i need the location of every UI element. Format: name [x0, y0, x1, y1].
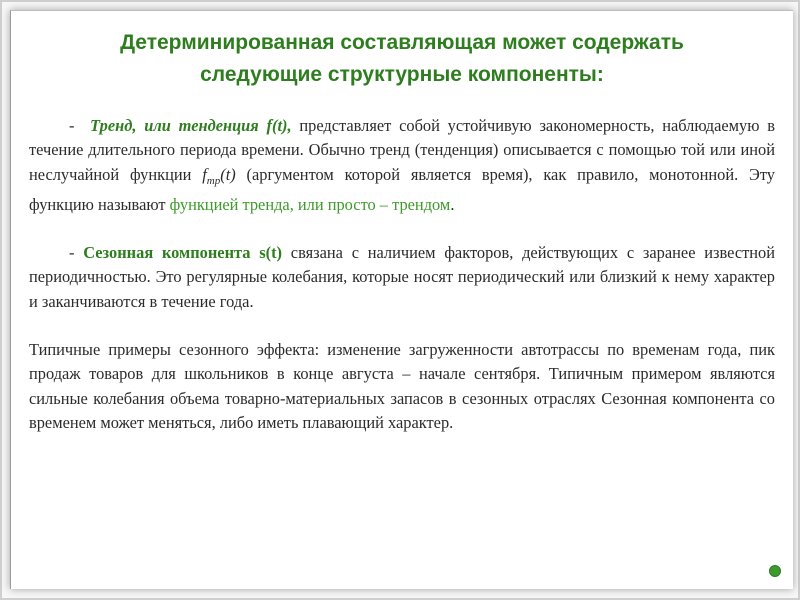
spacer — [29, 217, 775, 241]
title-line-2: следующие структурные компоненты: — [200, 63, 604, 86]
trend-func2-sub: тр — [206, 174, 221, 187]
seasonal-term: Сезонная компонента — [83, 243, 251, 263]
decorative-dot-icon — [769, 565, 781, 577]
seasonal-text: связана с наличием факторов, действующих с заранее известной периодичностью. Это регулярные колебания, которые носят периодический или близкий к нему характер и заканчиваются в течение года. — [29, 243, 775, 311]
trend-func2 — [202, 164, 236, 187]
examples-paragraph: Типичные примеры сезонного эффекта: изменение загруженности автотрассы по временам года, пик продаж товаров для школьников в конце августа – начале сентября. Типичным примером являются сильные колебания объема товарно-материальных запасов в сезонных отраслях Сезонная компонента со временем может меняться, либо иметь плавающий характер. — [29, 340, 775, 432]
trend-func: f(t), — [266, 116, 292, 135]
trend-func2-main: f — [202, 164, 207, 184]
seasonal-dash: - — [69, 243, 84, 263]
slide-title — [41, 27, 763, 91]
trend-func2-arg: (t) — [220, 164, 236, 184]
seasonal-func: s(t) — [259, 243, 283, 263]
seasonal-paragraph — [29, 241, 775, 314]
trend-term: Тренд, или тенденция — [90, 116, 259, 135]
slide-body — [29, 114, 775, 435]
spacer — [29, 314, 775, 338]
trend-highlight: функцией тренда, или просто – трендом — [169, 194, 451, 214]
title-line-1: Детерминированная составляющая может содержать — [120, 31, 684, 54]
trend-end: . — [450, 194, 455, 214]
trend-paragraph — [29, 114, 775, 217]
trend-text-1: представляет собой устойчивую закономерность, наблюдаемую в течение длительного периода времени. Обычно тренд (тенденция) описывается с помощью той или иной неслучайной функции — [29, 116, 775, 184]
trend-dash: - — [69, 116, 75, 135]
trend-text-2: (аргументом которой является время), как правило, монотонной. Эту функцию называют — [29, 164, 775, 214]
slide — [10, 10, 793, 589]
